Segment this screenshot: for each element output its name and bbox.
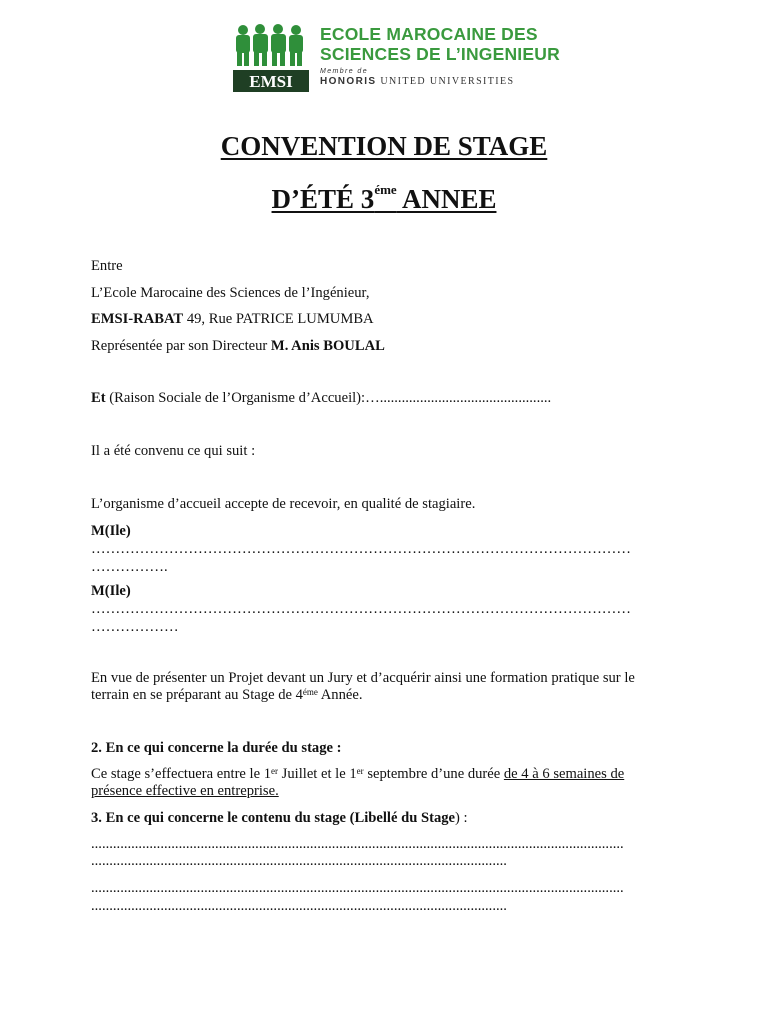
- intern-name-field-2: …………………………………………………………………………………………………: [91, 601, 631, 617]
- intern-name-field-2-cont: ………………: [91, 619, 179, 635]
- document-title-line1: CONVENTION DE STAGE: [220, 131, 548, 161]
- section2-text-line2: présence effective en entreprise.: [91, 783, 279, 799]
- purpose-line2: terrain en se préparant au Stage de $4^{éme}$ Année.: [91, 687, 363, 703]
- entre-label: Entre: [91, 258, 123, 274]
- accepte-line: L’organisme d’accueil accepte de recevoir, en qualité de stagiaire.: [91, 496, 476, 512]
- section2-heading: 2. En ce qui concerne la durée du stage :: [91, 740, 342, 756]
- svg-text:EMSI: EMSI: [249, 72, 293, 91]
- section2-text-line1: Ce stage s’effectuera entre le 1er Juillet et le 1er septembre d’une durée de 4 à 6 semaines de: [91, 766, 625, 782]
- intern-label-2: M(Ile): [91, 583, 131, 599]
- united-universities-label: UNITED UNIVERSITIES: [380, 76, 515, 87]
- honoris-line: [320, 76, 570, 88]
- section3-field-2: ..................................................................................................................................................: [91, 880, 624, 896]
- section3-field-1: ..................................................................................................................................................: [91, 836, 624, 852]
- director-line: Représentée par son Directeur M. Anis BOULAL: [91, 338, 385, 354]
- intern-label-1: M(Ile): [91, 523, 131, 539]
- document-title-line2: D’ÉTÉ $3^{éme}$ ANNEE: [271, 182, 497, 214]
- section3-heading: 3. En ce qui concerne le contenu du stage (Libellé du Stage) :: [91, 810, 468, 826]
- intern-name-field-1-cont: …………….: [91, 559, 168, 575]
- section3-field-1-cont: ..................................................................................................................: [91, 853, 507, 869]
- honoris-label: HONORIS: [320, 76, 377, 87]
- school-name-line2: SCIENCES DE L’INGENIEUR: [320, 44, 560, 64]
- host-organization-field: Et (Raison Sociale de l’Organisme d’Accueil):…...............................................: [91, 390, 552, 406]
- convenu-line: Il a été convenu ce qui suit :: [91, 443, 256, 459]
- school-logo: [233, 24, 565, 94]
- emsi-address: EMSI-RABAT 49, Rue PATRICE LUMUMBA: [91, 311, 374, 327]
- emsi-logo-icon: [233, 24, 309, 92]
- school-name-line1: ECOLE MAROCAINE DES: [320, 24, 538, 44]
- school-name-block: [320, 24, 570, 88]
- intern-name-field-1: …………………………………………………………………………………………………: [91, 541, 631, 557]
- purpose-line1: En vue de présenter un Projet devant un Jury et d’acquérir ainsi une formation pratique sur le: [91, 670, 635, 686]
- section3-field-2-cont: ..................................................................................................................: [91, 898, 507, 914]
- school-party: L’Ecole Marocaine des Sciences de l’Ingénieur,: [91, 285, 370, 301]
- member-of-label: Membre de: [320, 68, 369, 75]
